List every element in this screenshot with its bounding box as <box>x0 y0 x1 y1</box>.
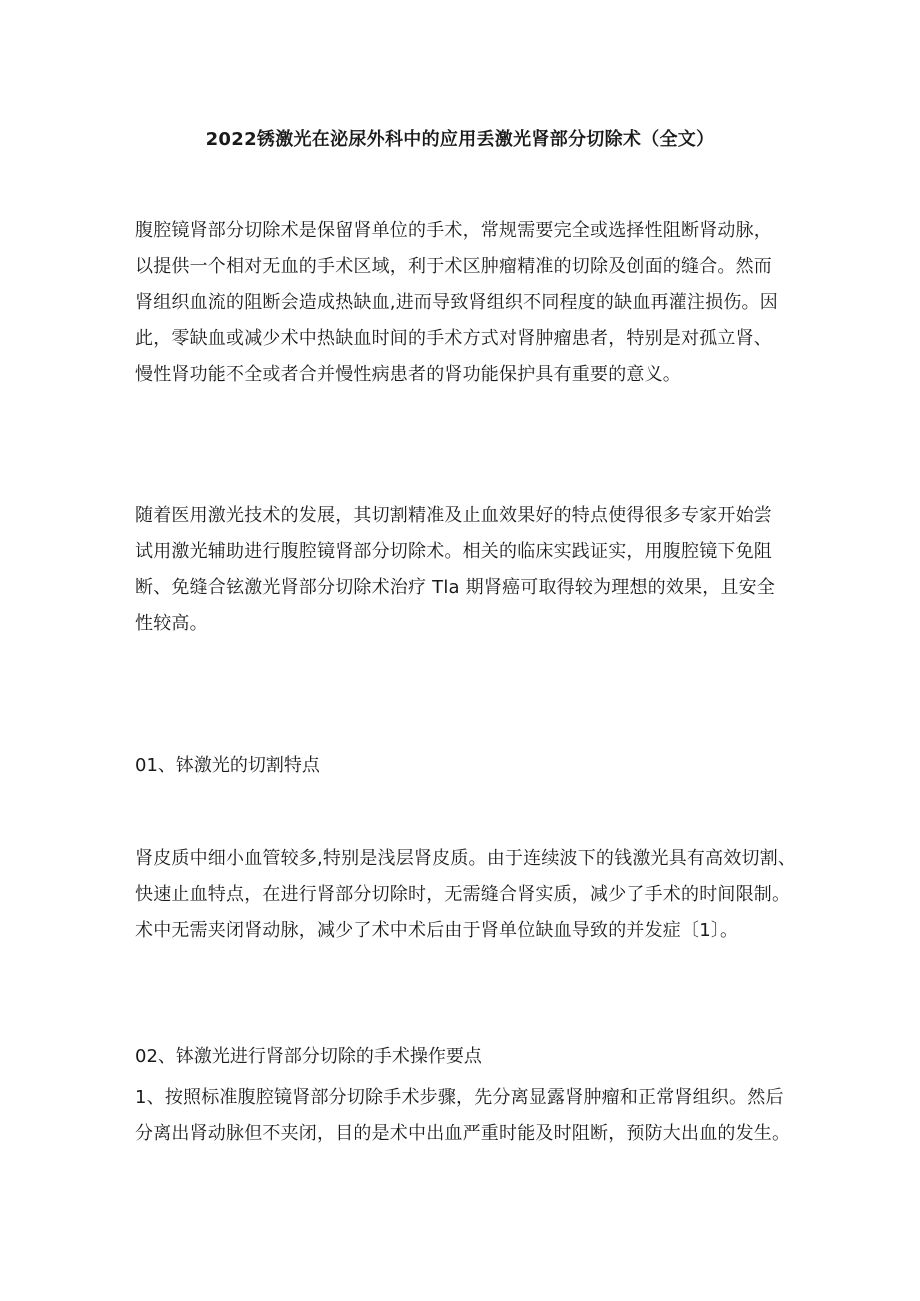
paragraph-line: 试用激光辅助进行腹腔镜肾部分切除术。相关的临床实践证实，用腹腔镜下免阻 <box>135 541 772 562</box>
paragraph-line: 断、免缝合铉激光肾部分切除术治疗 Tla 期肾癌可取得较为理想的效果，且安全 <box>135 577 776 598</box>
section-heading-01: 01、钵激光的切割特点 <box>135 755 320 776</box>
paragraph-line: 分离出肾动脉但不夹闭，目的是术中出血严重时能及时阻断，预防大出血的发生。 <box>135 1123 791 1144</box>
laser-development-paragraph <box>135 498 803 642</box>
paragraph-line: 术中无需夹闭肾动脉，减少了术中术后由于肾单位缺血导致的并发症〔1〕。 <box>135 920 739 941</box>
section-heading-02: 02、钵激光进行肾部分切除的手术操作要点 <box>135 1046 482 1067</box>
paragraph-line: 腹腔镜肾部分切除术是保留肾单位的手术，常规需要完全或选择性阻断肾动脉， <box>135 220 772 241</box>
cutting-features-paragraph <box>135 841 803 949</box>
paragraph-line: 慢性肾功能不全或者合并慢性病患者的肾功能保护具有重要的意义。 <box>135 364 681 385</box>
paragraph-line: 性较高。 <box>135 613 208 634</box>
intro-paragraph <box>135 213 803 393</box>
paragraph-line: 以提供一个相对无血的手术区域，利于术区肿瘤精准的切除及创面的缝合。然而 <box>135 256 772 277</box>
paragraph-line: 随着医用激光技术的发展，其切割精准及止血效果好的特点使得很多专家开始尝 <box>135 505 772 526</box>
paragraph-line: 肾皮质中细小血管较多,特别是浅层肾皮质。由于连续波下的钱激光具有高效切割、 <box>135 848 797 869</box>
paragraph-line: 1、按照标准腹腔镜肾部分切除手术步骤，先分离显露肾肿瘤和正常肾组织。然后 <box>135 1087 784 1108</box>
paragraph-line: 肾组织血流的阻断会造成热缺血,进而导致肾组织不同程度的缺血再灌注损伤。因 <box>135 292 778 313</box>
operation-steps-paragraph <box>135 1080 803 1152</box>
paragraph-line: 此，零缺血或减少术中热缺血时间的手术方式对肾肿瘤患者，特别是对孤立肾、 <box>135 328 772 349</box>
document-title: 2022锈激光在泌尿外科中的应用丢激光肾部分切除术（全文） <box>205 129 715 150</box>
paragraph-line: 快速止血特点，在进行肾部分切除时，无需缝合肾实质，减少了手术的时间限制。 <box>135 884 791 905</box>
